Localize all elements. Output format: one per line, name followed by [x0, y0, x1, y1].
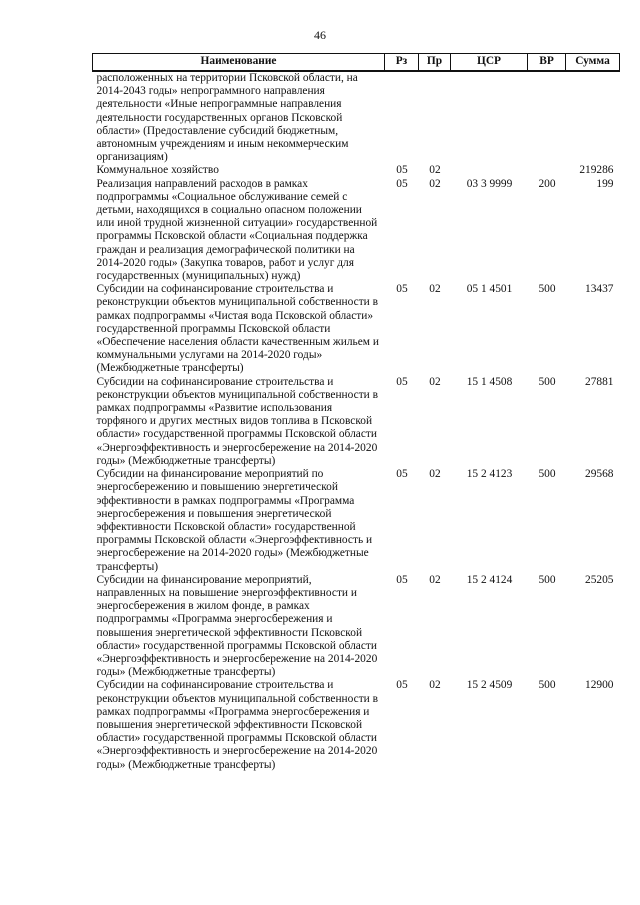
- table-row: [93, 679, 620, 771]
- row-rz: 05: [396, 283, 408, 296]
- row-name: Субсидии на софинансирование строительства и реконструкции объектов муниципальной собственности в рамках подпрограммы «Развитие использования торфяного и других местных видов топлива в Псковской области» государственной программы Псковской области «Энергоэффективность и энергосбережение на 2014-2020 годы» (Межбюджетные трансферты): [96, 375, 378, 467]
- row-sum: 12900: [585, 679, 614, 692]
- row-vr: 500: [538, 283, 556, 296]
- page-number: 46: [314, 28, 326, 42]
- row-name: Субсидии на софинансирование строительства и реконструкции объектов муниципальной собственности в рамках подпрограммы «Чистая вода Псковской области» государственной программы Псковской области «Обеспечение населения области качественным жильем и коммунальными услугами на 2014-2020 годы» (Межбюджетные трансферты): [96, 283, 379, 375]
- row-pr: 02: [429, 679, 441, 692]
- row-name: Субсидии на финансирование мероприятий по энергосбережению и повышению энергетической эффективности в рамках подпрограммы «Программа энергосбережения и повышения энергетической эффективности Псковской области» государственной программы Псковской области «Энергоэффективность и энергосбережение на 2014-2020 годы» (Межбюджетные трансферты): [96, 468, 373, 573]
- row-name: расположенных на территории Псковской области, на 2014-2043 годы» непрограммного направления деятельности «Иные непрограммные направления деятельности государственных органов Псковской области» (Предоставление субсидий бюджетным, автономным учреждениям и иным некоммерческим организациям): [96, 72, 358, 164]
- table-row: [93, 468, 620, 574]
- row-sum: [566, 71, 620, 164]
- row-sum: 13437: [585, 283, 614, 296]
- row-pr: [419, 71, 451, 164]
- row-sum: 25205: [585, 573, 614, 586]
- table-row: [93, 164, 620, 177]
- row-rz: 05: [396, 468, 408, 481]
- row-name: Коммунальное хозяйство: [96, 164, 219, 177]
- budget-table: [92, 53, 620, 772]
- row-vr: 500: [538, 679, 556, 692]
- row-vr: 500: [538, 573, 556, 586]
- row-vr: [528, 164, 566, 177]
- row-rz: 05: [396, 177, 408, 190]
- header-pr: Пр: [419, 54, 451, 72]
- row-name: Субсидии на софинансирование строительства и реконструкции объектов муниципальной собственности в рамках подпрограммы «Программа энергосбережения и повышения энергетической эффективности Псковской области» государственной программы Псковской области «Энергоэффективность и энергосбережение на 2014-2020 годы» (Межбюджетные трансферты): [96, 679, 378, 771]
- row-csr: [451, 71, 528, 164]
- table-row: [93, 178, 620, 284]
- row-csr: 15 2 4123: [466, 468, 513, 481]
- row-csr: 05 1 4501: [466, 283, 513, 296]
- row-vr: 500: [538, 468, 556, 481]
- row-csr: 15 2 4509: [466, 679, 513, 692]
- row-pr: 02: [429, 468, 441, 481]
- header-row: [93, 54, 620, 72]
- row-rz: [385, 71, 419, 164]
- row-csr: 03 3 9999: [466, 177, 513, 190]
- row-rz: 05: [396, 375, 408, 388]
- header-vr: ВР: [528, 54, 566, 72]
- header-csr: ЦСР: [451, 54, 528, 72]
- table-row: [93, 376, 620, 468]
- row-vr: 200: [538, 177, 556, 190]
- table-row: [93, 283, 620, 375]
- row-pr: 02: [429, 164, 441, 177]
- row-pr: 02: [429, 283, 441, 296]
- row-csr: [451, 164, 528, 177]
- row-sum: 199: [596, 177, 614, 190]
- header-rz: Рз: [385, 54, 419, 72]
- row-csr: 15 2 4124: [466, 573, 513, 586]
- table-row: [93, 71, 620, 164]
- row-rz: 05: [396, 679, 408, 692]
- row-sum: 27881: [585, 375, 614, 388]
- table-body: [93, 71, 620, 772]
- row-pr: 02: [429, 177, 441, 190]
- row-pr: 02: [429, 375, 441, 388]
- row-name: Реализация направлений расходов в рамках подпрограммы «Социальное обслуживание семей с детьми, находящихся в социально опасном положении или иной трудной жизненной ситуации» государственной программы Псковской области «Социальная поддержка граждан и реализация демографической политики на 2014-2020 годы» (Закупка товаров, работ и услуг для государственных (муниципальных) нужд): [96, 177, 378, 283]
- header-name: Наименование: [93, 54, 385, 72]
- row-rz: 05: [396, 573, 408, 586]
- row-vr: 500: [538, 375, 556, 388]
- row-name: Субсидии на финансирование мероприятий, направленных на повышение энергоэффективности и энергосбережения в жилом фонде, в рамках подпрограммы «Программа энергосбережения и повышения энергетической эффективности Псковской области» государственной программы Псковской области «Энергоэффективность и энергосбережение на 2014-2020 годы» (Межбюджетные трансферты): [96, 573, 378, 679]
- row-sum: 219286: [579, 164, 614, 177]
- row-rz: 05: [396, 164, 408, 177]
- row-vr: [528, 71, 566, 164]
- header-sum: Сумма: [566, 54, 620, 72]
- row-sum: 29568: [585, 468, 614, 481]
- row-pr: 02: [429, 573, 441, 586]
- table-row: [93, 574, 620, 680]
- row-csr: 15 1 4508: [466, 375, 513, 388]
- table-header: [93, 54, 620, 72]
